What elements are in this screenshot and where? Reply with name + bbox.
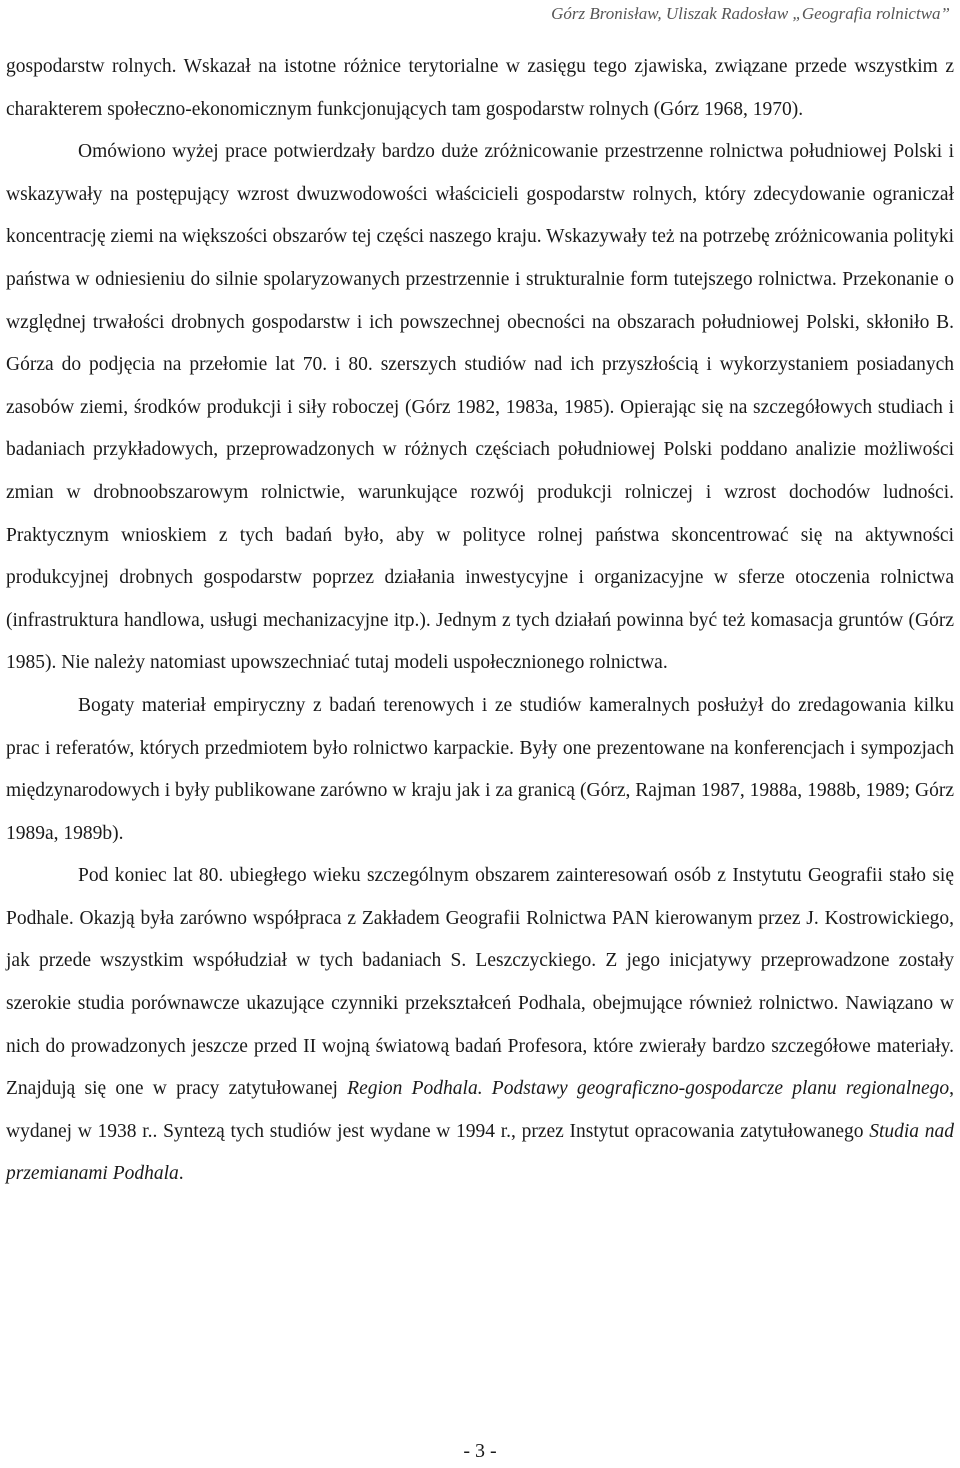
- book-title-studia-podhala: Studia nad przemianami Podhala: [6, 1120, 954, 1185]
- paragraph-4-text-c: .: [178, 1163, 184, 1185]
- paragraph-4-text-a: Pod koniec lat 80. ubiegłego wieku szczególnym obszarem zainteresowań osób z Instytutu Geografii stało się Podhale. Okazją była zarówno współpraca z Zakładem Geografii Rolnictwa PAN kierowanym przez J. Kostrowickiego, jak przede wszystkim współudział w tych badaniach S. Leszczyckiego. Z jego inicjatywy przeprowadzone zostały szerokie studia porównawcze ukazujące czynniki przekształceń Podhala, obejmujące również rolnictwo. Nawiązano w nich do prowadzonych jeszcze przed II wojną światową badań Profesora, które zwierały bardzo szczegółowe materiały. Znajdują się one w pracy zatytułowanej: [6, 865, 954, 1100]
- running-header: Górz Bronisław, Uliszak Radosław „Geografia rolnictwa”: [551, 4, 950, 23]
- page-number: - 3 -: [463, 1440, 497, 1462]
- paragraph-1: gospodarstw rolnych. Wskazał na istotne różnice terytorialne w zasięgu tego zjawiska, związane przede wszystkim z charakterem społeczno-ekonomicznym funkcjonujących tam gospodarstw rolnych (Górz 1968, 1970).: [6, 56, 954, 120]
- paragraph-3: Bogaty materiał empiryczny z badań terenowych i ze studiów kameralnych posłużył do zredagowania kilku prac i referatów, których przedmiotem było rolnictwo karpackie. Były one prezentowane na konferencjach i sympozjach międzynarodowych i były publikowane zarówno w kraju jak i za granicą (Górz, Rajman 1987, 1988a, 1988b, 1989; Górz 1989a, 1989b).: [6, 694, 954, 844]
- body-text: [6, 46, 954, 1196]
- paragraph-2: Omówiono wyżej prace potwierdzały bardzo duże zróżnicowanie przestrzenne rolnictwa południowej Polski i wskazywały na postępujący wzrost dwuzwodowości właścicieli gospodarstw rolnych, który zdecydowanie ograniczał koncentrację ziemi na większości obszarów tej części naszego kraju. Wskazywały też na potrzebę zróżnicowania polityki państwa w odniesieniu do silnie spolaryzowanych przestrzennie i strukturalnie form tutejszego rolnictwa. Przekonanie o względnej trwałości drobnych gospodarstw i ich powszechnej obecności na obszarach południowej Polski, skłoniło B. Górza do podjęcia na przełomie lat 70. i 80. szerszych studiów nad ich przyszłością i wykorzystaniem posiadanych zasobów ziemi, środków produkcji i siły roboczej (Górz 1982, 1983a, 1985). Opierając się na szczegółowych studiach i badaniach przykładowych, przeprowadzonych w różnych częściach południowej Polski poddano analizie możliwości zmian w drobnoobszarowym rolnictwie, warunkujące rozwój produkcji rolniczej i wzrost dochodów ludności. Praktycznym wnioskiem z tych badań było, aby w polityce rolnej państwa skoncentrować się na aktywności produkcyjnej drobnych gospodarstw poprzez działania inwestycyjne i organizacyjne w sferze otoczenia rolnictwa (infrastruktura handlowa, usługi mechanizacyjne itp.). Jednym z tych działań powinna być też komasacja gruntów (Górz 1985). Nie należy natomiast upowszechniać tutaj modeli uspołecznionego rolnictwa.: [6, 141, 954, 674]
- book-title-region-podhala: Region Podhala. Podstawy geograficzno-gospodarcze planu regionalnego: [347, 1078, 950, 1100]
- paragraph-4-text-b: , wydanej w 1938 r.. Syntezą tych studiów jest wydane w 1994 r., przez Instytut opracowania zatytułowanego: [6, 1078, 954, 1142]
- paragraph-4: [6, 855, 954, 1196]
